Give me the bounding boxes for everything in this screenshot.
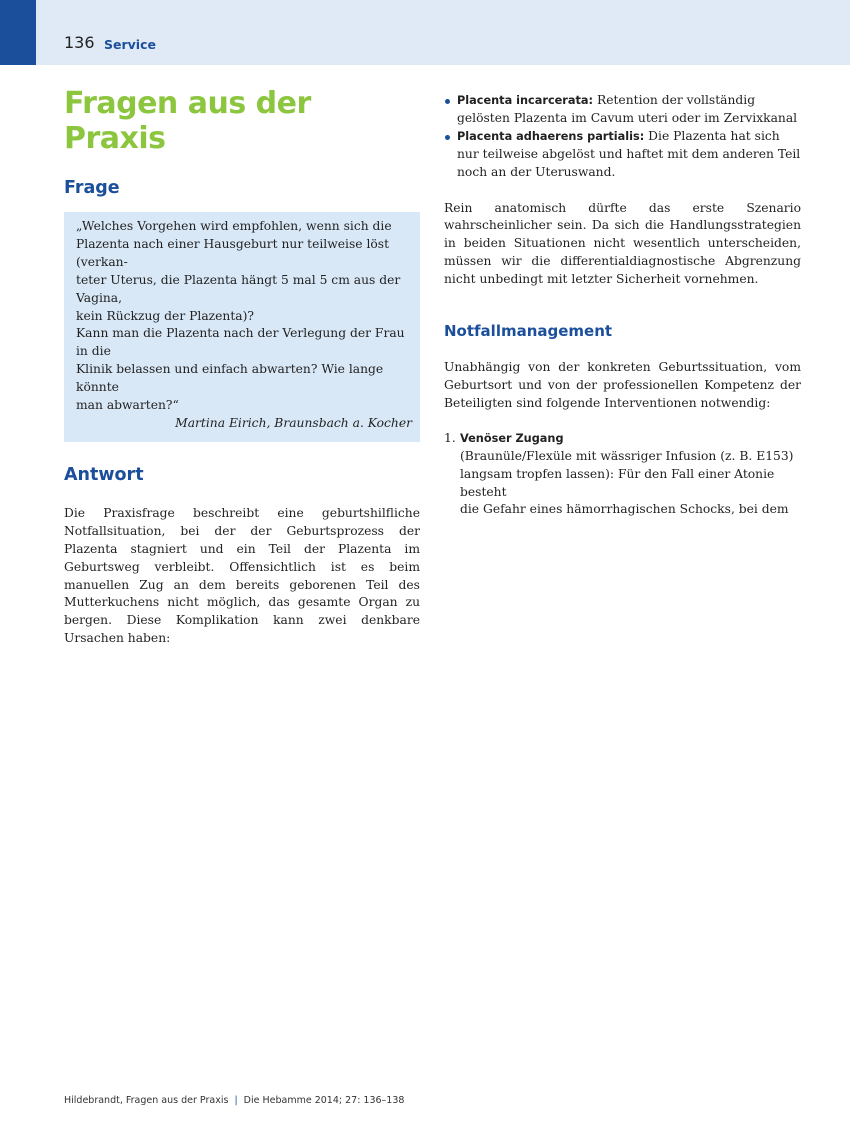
antwort-paragraph: Die Praxisfrage beschreibt eine geburtshilfliche Notfallsituation, bei der der Geburtsprozess der Plazenta stagniert und ein Teil der Plazenta im Geburtsweg verbleibt. Offensichtlich ist es beim manuellen Zug an dem bereits geborenen Teil des Mutterkuchens nicht möglich, das gesamte Organ zu bergen. Diese Komplikation kann zwei denkbare Ursachen haben: bbox=[64, 505, 420, 646]
question-box bbox=[64, 212, 420, 442]
page-header bbox=[0, 0, 850, 65]
bullet-icon bbox=[445, 135, 450, 140]
item-line: (Braunüle/Flexüle mit wässriger Infusion (z. B. E153) bbox=[460, 448, 794, 463]
notfall-heading: Notfallmanagement bbox=[444, 322, 613, 341]
bullet-term: Placenta incarcerata: bbox=[457, 94, 594, 107]
bullet-icon bbox=[445, 99, 450, 104]
footer-citation bbox=[64, 1095, 404, 1106]
item-line: langsam tropfen lassen): Für den Fall einer Atonie besteht bbox=[460, 466, 775, 499]
footer-journal: Die Hebamme 2014; 27: 136–138 bbox=[243, 1095, 405, 1106]
question-line: kein Rückzug der Plazenta)? bbox=[76, 308, 254, 323]
notfall-paragraph: Unabhängig von der konkreten Geburtssituation, vom Geburtsort und von der professionellen Kompetenz der Beteiligten sind folgende Interventionen notwendig: bbox=[444, 360, 801, 410]
footer-author: Hildebrandt, bbox=[64, 1095, 126, 1106]
header-color-tab bbox=[0, 0, 36, 65]
list-item bbox=[444, 128, 801, 182]
left-column bbox=[64, 80, 420, 648]
question-line: Kann man die Plazenta nach der Verlegung der Frau in die bbox=[76, 326, 405, 359]
antwort-heading: Antwort bbox=[64, 464, 144, 485]
item-term: Venöser Zugang bbox=[460, 431, 564, 445]
item-number: 1. bbox=[444, 430, 456, 445]
frage-heading: Frage bbox=[64, 178, 120, 198]
bullet-text: Die Plazenta hat sich nur teilweise abgelöst und haftet mit dem anderen Teil noch an der Uteruswand. bbox=[457, 128, 801, 179]
article-title: Fragen aus der Praxis bbox=[64, 86, 311, 156]
question-line: Klinik belassen und einfach abwarten? Wie lange könnte bbox=[76, 362, 384, 395]
page-number: 136 bbox=[64, 33, 95, 52]
footer-article-title: Fragen aus der Praxis bbox=[125, 1095, 229, 1106]
question-line: „Welches Vorgehen wird empfohlen, wenn sich die bbox=[76, 219, 392, 233]
numbered-item bbox=[444, 430, 801, 520]
right-column bbox=[444, 80, 801, 519]
cause-list bbox=[444, 92, 801, 182]
question-author: Martina Eirich, Braunsbach a. Kocher bbox=[175, 415, 412, 430]
question-line: Plazenta nach einer Hausgeburt nur teilweise löst (verkan- bbox=[76, 236, 390, 269]
item-line: die Gefahr eines hämorrhagischen Schocks, bei dem bbox=[460, 502, 789, 517]
bullet-text: Retention der vollständig gelösten Plazenta im Cavum uteri oder im Zervixkanal bbox=[457, 93, 798, 125]
section-label: Service bbox=[104, 37, 156, 52]
scenario-paragraph: Rein anatomisch dürfte das erste Szenario wahrscheinlicher sein. Da sich die Handlungsstrategien in beiden Situationen nicht wesentlich unterscheiden, müssen wir die differentialdiagnostische Abgrenzung nicht unbedingt mit letzter Sicherheit vornehmen. bbox=[444, 200, 801, 287]
bullet-term: Placenta adhaerens partialis: bbox=[457, 129, 645, 143]
footer-separator: | bbox=[234, 1095, 238, 1106]
question-line: teter Uterus, die Plazenta hängt 5 mal 5 cm aus der Vagina, bbox=[76, 272, 401, 305]
list-item bbox=[444, 92, 801, 128]
question-line: man abwarten?“ bbox=[76, 398, 179, 413]
